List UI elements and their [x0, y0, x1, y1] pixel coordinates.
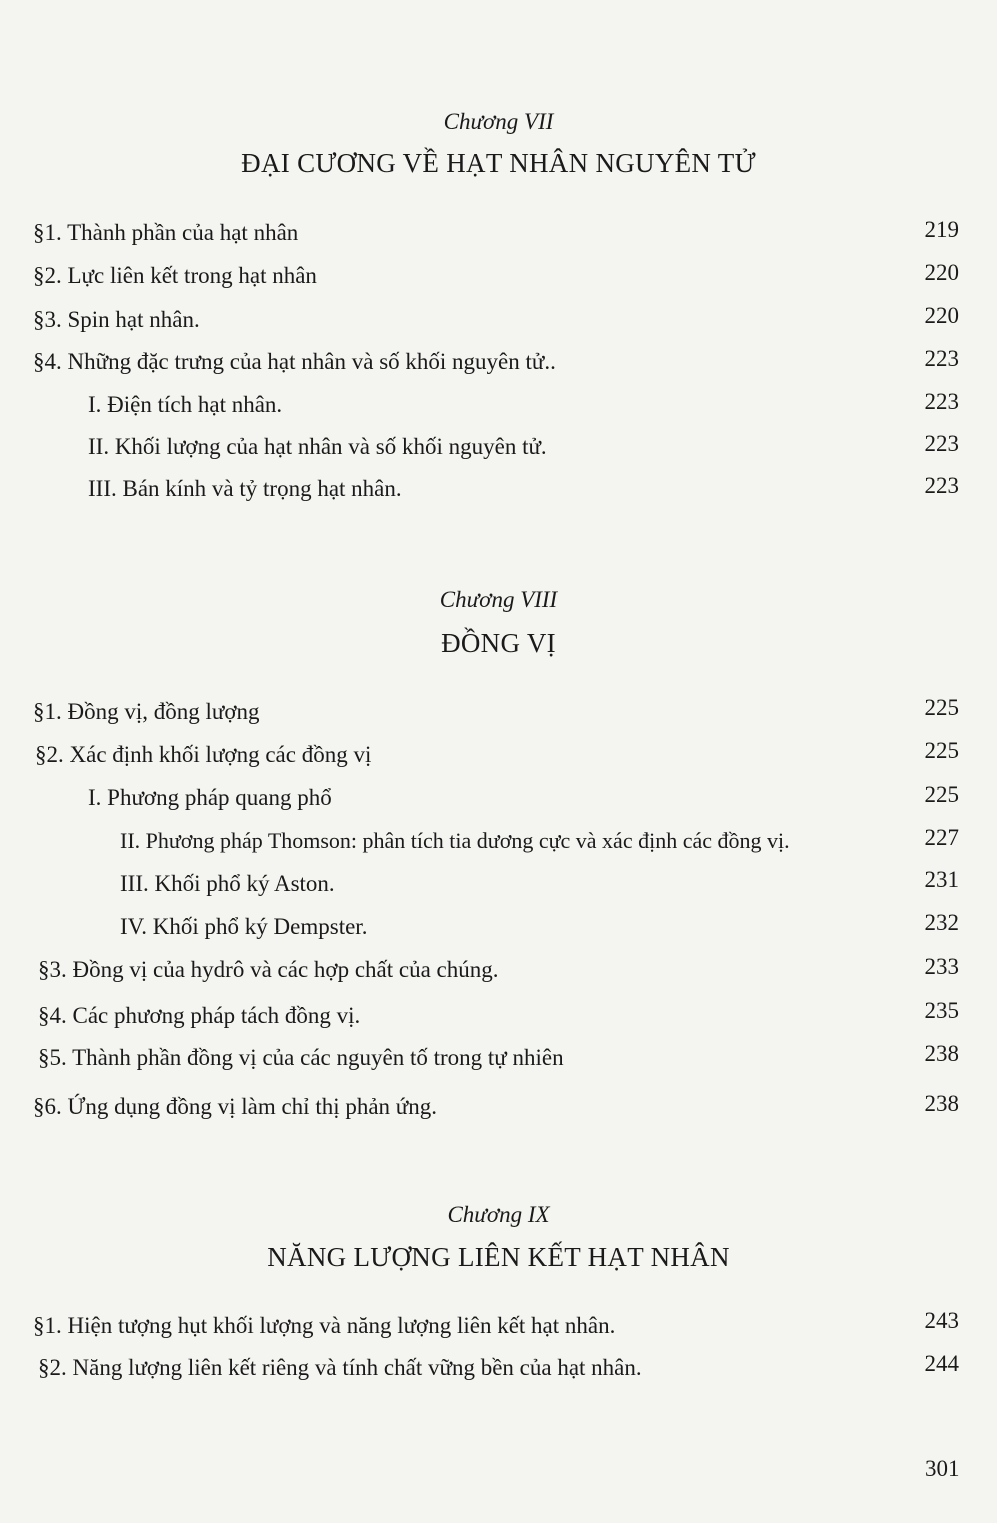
toc-page-number: 223: [924, 389, 959, 414]
toc-page-number: 225: [924, 738, 959, 763]
toc-entry: III. Khối phổ ký Aston.: [120, 871, 335, 896]
chapter-label: Chương VIII: [439, 587, 558, 612]
toc-page-number: 223: [924, 346, 959, 371]
chapter-title: ĐỒNG VỊ: [441, 628, 556, 658]
chapter-label: Chương VII: [443, 109, 554, 134]
toc-page-number: 233: [924, 954, 959, 979]
toc-entry: IV. Khối phổ ký Dempster.: [120, 914, 368, 939]
toc-page-number: 220: [924, 260, 959, 285]
toc-entry: §3. Đồng vị của hydrô và các hợp chất của chúng.: [38, 957, 499, 982]
toc-entry: §1. Hiện tượng hụt khối lượng và năng lượng liên kết hạt nhân.: [33, 1313, 616, 1338]
toc-page-number: 235: [924, 998, 959, 1023]
chapter-label: Chương IX: [447, 1202, 550, 1227]
toc-page-number: 223: [924, 431, 959, 456]
chapter-title: NĂNG LƯỢNG LIÊN KẾT HẠT NHÂN: [267, 1242, 730, 1272]
toc-entry: §6. Ứng dụng đồng vị làm chỉ thị phản ứng.: [33, 1094, 438, 1119]
toc-page-number: 232: [924, 910, 959, 935]
toc-entry: §3. Spin hạt nhân.: [33, 307, 200, 332]
toc-page-number: 243: [924, 1308, 959, 1333]
toc-entry: §1. Đồng vị, đồng lượng: [33, 699, 260, 724]
toc-page-number: 231: [924, 867, 959, 892]
page-number: 301: [925, 1456, 960, 1481]
toc-entry: II. Phương pháp Thomson: phân tích tia dương cực và xác định các đồng vị.: [120, 828, 790, 853]
toc-page-number: 220: [924, 303, 959, 328]
toc-entry: I. Điện tích hạt nhân.: [88, 392, 283, 417]
toc-page-number: 223: [924, 473, 959, 498]
toc-page-number: 219: [924, 217, 959, 242]
toc-entry: §2. Xác định khối lượng các đồng vị: [35, 742, 372, 767]
toc-page-number: 238: [924, 1041, 959, 1066]
toc-page-number: 244: [924, 1351, 959, 1376]
toc-entry: §5. Thành phần đồng vị của các nguyên tố trong tự nhiên: [38, 1045, 564, 1070]
toc-entry: III. Bán kính và tỷ trọng hạt nhân.: [88, 476, 402, 501]
toc-page-number: 238: [924, 1091, 959, 1116]
chapter-title: ĐẠI CƯƠNG VỀ HẠT NHÂN NGUYÊN TỬ: [241, 148, 756, 178]
toc-page-number: 225: [924, 695, 959, 720]
toc-entry: §2. Năng lượng liên kết riêng và tính chất vững bền của hạt nhân.: [38, 1355, 642, 1380]
toc-entry: §2. Lực liên kết trong hạt nhân: [33, 263, 317, 288]
toc-entry: II. Khối lượng của hạt nhân và số khối nguyên tử.: [88, 434, 547, 459]
toc-page-number: 227: [924, 825, 959, 850]
toc-page-number: 225: [924, 782, 959, 807]
toc-entry: §4. Các phương pháp tách đồng vị.: [38, 1003, 361, 1028]
toc-entry: §4. Những đặc trưng của hạt nhân và số khối nguyên tử..: [33, 349, 556, 374]
toc-entry: §1. Thành phần của hạt nhân: [33, 220, 299, 245]
toc-entry: I. Phương pháp quang phổ: [88, 785, 332, 810]
